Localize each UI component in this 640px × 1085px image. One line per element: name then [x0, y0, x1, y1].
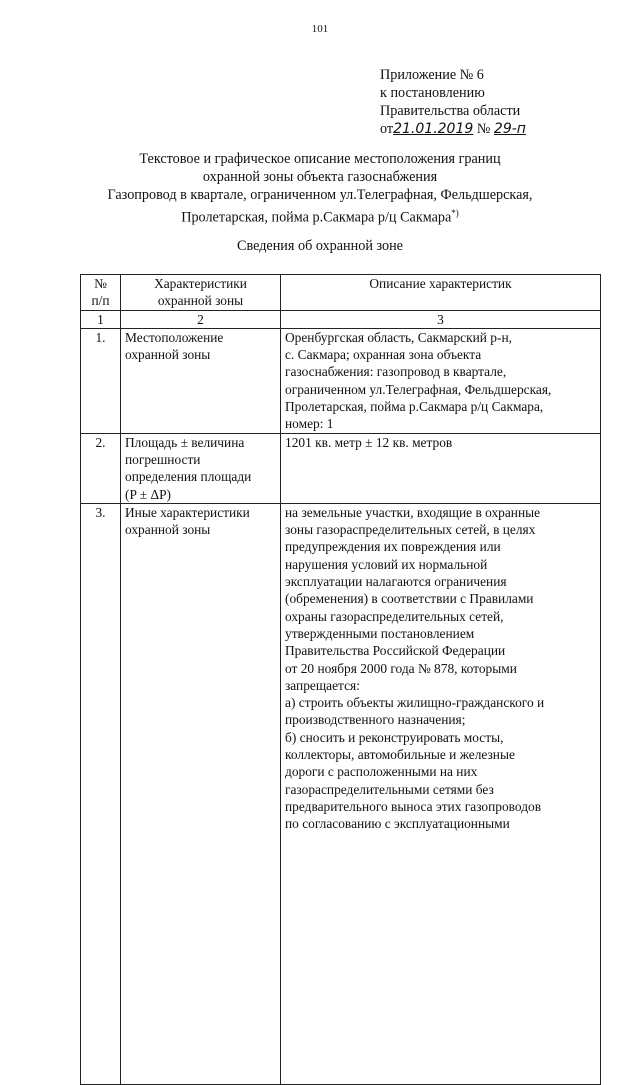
page-number: 101 [311, 23, 329, 35]
cell-line: Иные характеристики [125, 504, 250, 520]
footnote-mark: *) [451, 208, 459, 218]
header-text: охранной зоны [157, 293, 244, 309]
row-characteristic [121, 433, 281, 503]
handwritten-number: 29-п [493, 121, 526, 137]
cell-line: производственного назначения; [285, 712, 466, 728]
header-text: Характеристики [154, 276, 247, 291]
cell-line: 1201 кв. метр ± 12 кв. метров [285, 434, 453, 450]
cell-line: охранной зоны [125, 522, 211, 538]
header-text: № [94, 276, 107, 291]
cell-line: предварительного выноса этих газопроводов [285, 798, 542, 814]
cell-line: газоснабжения: газопровод в квартале, [285, 364, 507, 380]
row-number: 2. [81, 433, 121, 503]
section-subtitle: Сведения об охранной зоне [237, 238, 403, 254]
number-label: № [476, 121, 491, 137]
cell-line: по согласованию с эксплуатационными [285, 816, 510, 832]
document-title [60, 150, 580, 227]
cell-line: на земельные участки, входящие в охранные [285, 504, 541, 520]
appendix-block [380, 66, 526, 138]
title-line [60, 204, 580, 227]
header-characteristics [121, 275, 281, 311]
column-index: 1 [81, 310, 121, 328]
table-row [81, 328, 601, 433]
cell-line: с. Сакмара; охранная зона объекта [285, 347, 482, 363]
cell-line: коллекторы, автомобильные и железные [285, 747, 515, 763]
header-number [81, 275, 121, 311]
table-row [81, 503, 601, 1084]
cell-line: Пролетарская, пойма р.Сакмара р/ц Сакмара, [285, 399, 544, 415]
row-description [281, 433, 601, 503]
title-line-text: Пролетарская, пойма р.Сакмара р/ц Сакмара [181, 209, 452, 226]
cell-line: от 20 ноября 2000 года № 878, которыми [285, 660, 517, 676]
appendix-line: Приложение № 6 [380, 67, 484, 83]
header-description: Описание характеристик [281, 275, 601, 311]
cell-line: б) сносить и реконструировать мосты, [285, 729, 504, 745]
column-index-row [81, 310, 601, 328]
column-index: 2 [121, 310, 281, 328]
protection-zone-table [80, 274, 601, 1085]
row-number: 3. [81, 503, 121, 1084]
appendix-line: Правительства области [380, 103, 521, 119]
table-header-row [81, 275, 601, 311]
cell-line: утвержденными постановлением [285, 625, 475, 641]
cell-line: предупреждения их повреждения или [285, 539, 501, 555]
cell-line: Правительства Российской Федерации [285, 643, 506, 659]
cell-line: дороги с расположенными на них [285, 764, 478, 780]
cell-line: Площадь ± величина [125, 434, 245, 450]
cell-line: охранной зоны [125, 347, 211, 363]
cell-line: (P ± ΔP) [125, 486, 171, 502]
cell-line: ограниченном ул.Телеграфная, Фельдшерская, [285, 381, 552, 397]
cell-line: номер: 1 [285, 416, 334, 432]
appendix-line: к постановлению [380, 85, 485, 101]
cell-line: газораспределительными сетями без [285, 781, 494, 797]
cell-line: охраны газораспределительных сетей, [285, 608, 504, 624]
cell-line: а) строить объекты жилищно-гражданского и [285, 695, 545, 711]
cell-line: зоны газораспределительных сетей, в целях [285, 522, 536, 538]
cell-line: погрешности [125, 451, 201, 467]
cell-line: запрещается: [285, 677, 360, 693]
appendix-date-line [380, 120, 526, 138]
cell-line: определения площади [125, 469, 252, 485]
cell-line: Местоположение [125, 329, 224, 345]
title-line: Текстовое и графическое описание местоположения границ [139, 151, 501, 167]
date-prefix: от [380, 121, 394, 137]
header-text: п/п [91, 293, 110, 309]
cell-line: эксплуатации налагаются ограничения [285, 574, 507, 590]
row-characteristic [121, 503, 281, 1084]
title-line: Газопровод в квартале, ограниченном ул.Телеграфная, Фельдшерская, [107, 187, 533, 203]
row-description [281, 503, 601, 1084]
row-description [281, 328, 601, 433]
row-number: 1. [81, 328, 121, 433]
title-line: охранной зоны объекта газоснабжения [202, 169, 438, 185]
table-row [81, 433, 601, 503]
cell-line: нарушения условий их нормальной [285, 556, 488, 572]
cell-line: Оренбургская область, Сакмарский р-н, [285, 329, 512, 345]
cell-line: (обременения) в соответствии с Правилами [285, 591, 534, 607]
column-index: 3 [281, 310, 601, 328]
row-characteristic [121, 328, 281, 433]
handwritten-date: 21.01.2019 [393, 121, 474, 137]
